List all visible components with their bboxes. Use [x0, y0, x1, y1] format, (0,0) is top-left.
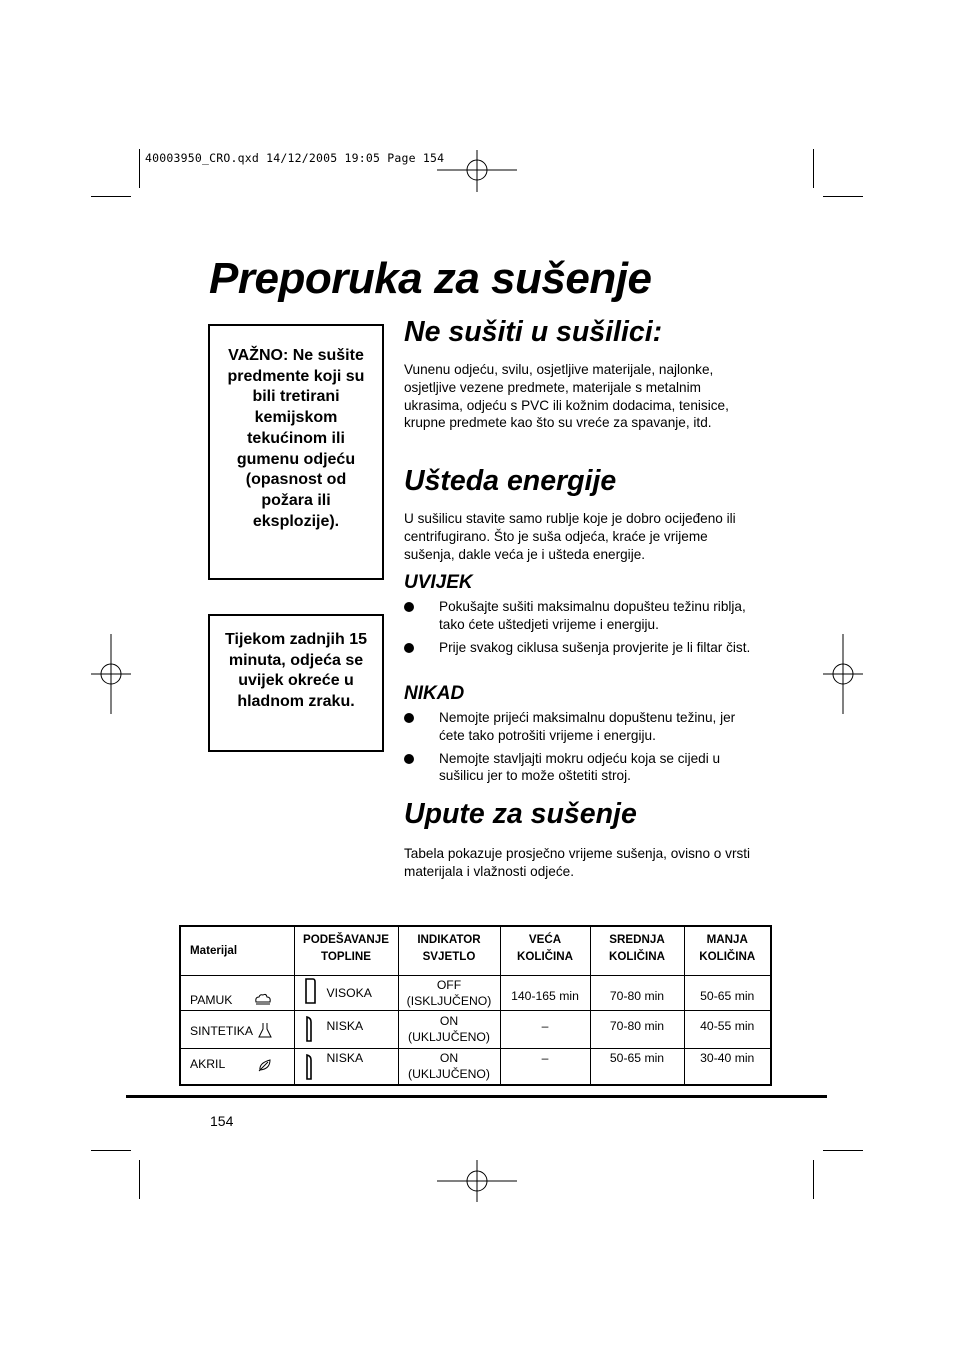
cotton-icon	[254, 993, 272, 1007]
always-list	[404, 598, 754, 661]
subheading-never: NIKAD	[404, 683, 465, 704]
heat-setting: NISKA	[326, 1018, 364, 1033]
indicator-state: ON	[439, 1051, 459, 1065]
bullet-icon	[404, 754, 414, 764]
page-title: Preporuka za sušenje	[209, 254, 652, 303]
material-name: AKRIL	[190, 1056, 226, 1071]
high-heat-icon	[304, 978, 316, 1004]
section-text-no-dry: Vunenu odjeću, svilu, osjetljive materijale, najlonke, osjetljive vezene predmete, materijale s metalnim ukrasima, odjeću s PVC ili kožnim dodacima, tenisice, krupne predmete kao što su vreće za spavanje, itd.	[404, 362, 729, 431]
table-row	[180, 975, 771, 1010]
medium-load-time: 50-65 min	[590, 1048, 684, 1085]
crop-mark	[139, 1160, 140, 1199]
low-heat-icon	[304, 1054, 314, 1080]
list-item: Prije svakog ciklusa sušenja provjerite je li filtar čist.	[404, 639, 754, 657]
heat-setting: VISOKA	[326, 985, 372, 1000]
crop-mark	[91, 1150, 131, 1151]
small-load-time: 30-40 min	[684, 1048, 771, 1085]
registration-mark-icon	[823, 634, 863, 714]
crop-mark	[813, 1160, 814, 1199]
footer-divider	[126, 1095, 827, 1098]
registration-mark-icon	[437, 150, 517, 192]
table-row	[180, 1010, 771, 1048]
section-text-energy: U sušilicu stavite samo rublje koje je dobro ocijeđeno ili centrifugirano. Što je suša odjeća, kraće je vrijeme sušenja, dakle veća je i ušteda energije.	[404, 511, 736, 562]
warning-text: VAŽNO: Ne sušite predmente koji su bili tretirani kemijskom tekućinom ili gumenu odjeću (opasnost od požara ili eksplozije).	[227, 347, 365, 530]
crop-mark	[91, 196, 131, 197]
column-header: PODEŠAVANJE TOPLINE	[294, 926, 398, 975]
bullet-icon	[404, 713, 414, 723]
medium-load-time: 70-80 min	[590, 1010, 684, 1048]
crop-mark	[823, 196, 863, 197]
section-heading-no-dry: Ne sušiti u sušilici:	[404, 316, 663, 348]
bullet-icon	[404, 643, 414, 653]
subheading-always: UVIJEK	[404, 572, 473, 593]
material-name: SINTETIKA	[190, 1023, 253, 1038]
registration-mark-icon	[91, 634, 131, 714]
indicator-state: OFF	[436, 977, 462, 992]
large-load-time: –	[500, 1010, 590, 1048]
list-item: Nemojte stavljajti mokru odjeću koja se cijedi u sušilicu jer to može oštetiti stroj.	[404, 750, 754, 786]
bullet-icon	[404, 602, 414, 612]
info-box	[208, 614, 384, 752]
small-load-time: 50-65 min	[684, 975, 771, 1010]
column-header: VEĆA KOLIČINA	[500, 926, 590, 975]
info-text: Tijekom zadnjih 15 minuta, odjeća se uvijek okreće u hladnom zraku.	[225, 631, 367, 711]
print-header: 40003950_CRO.qxd 14/12/2005 19:05 Page 154	[145, 151, 445, 165]
acrylic-icon	[258, 1058, 272, 1072]
table-header-row	[180, 926, 771, 975]
synthetic-icon	[258, 1022, 272, 1038]
drying-table	[179, 925, 772, 1086]
low-heat-icon	[304, 1016, 314, 1042]
section-text-instructions: Tabela pokazuje prosječno vrijeme sušenja, ovisno o vrsti materijala i vlažnosti odjeće.	[404, 846, 751, 879]
heat-setting: NISKA	[326, 1050, 364, 1065]
medium-load-time: 70-80 min	[590, 975, 684, 1010]
column-header: SREDNJA KOLIČINA	[590, 926, 684, 975]
large-load-time: –	[500, 1048, 590, 1085]
small-load-time: 40-55 min	[684, 1010, 771, 1048]
table-row	[180, 1048, 771, 1085]
material-name: PAMUK	[190, 992, 233, 1007]
section-heading-instructions: Upute za sušenje	[404, 798, 637, 830]
column-header: Materijal	[180, 926, 294, 975]
never-list	[404, 709, 754, 790]
large-load-time: 140-165 min	[500, 975, 590, 1010]
indicator-label: (ISKLJUČENO)	[406, 993, 492, 1008]
page-number: 154	[210, 1113, 234, 1129]
indicator-state: ON	[439, 1014, 459, 1028]
crop-mark	[813, 149, 814, 188]
warning-box	[208, 324, 384, 580]
indicator-label: (UKLJUČENO)	[408, 1030, 490, 1044]
indicator-label: (UKLJUČENO)	[408, 1067, 490, 1081]
crop-mark	[139, 149, 140, 188]
column-header: MANJA KOLIČINA	[684, 926, 771, 975]
list-item: Pokušajte sušiti maksimalnu dopušteu težinu riblja, tako ćete uštedjeti vrijeme i energiju.	[404, 598, 754, 634]
list-item: Nemojte prijeći maksimalnu dopuštenu težinu, jer ćete tako potrošiti vrijeme i energiju.	[404, 709, 754, 745]
crop-mark	[823, 1150, 863, 1151]
registration-mark-icon	[437, 1160, 517, 1202]
column-header: INDIKATOR SVJETLO	[398, 926, 500, 975]
section-heading-energy: Ušteda energije	[404, 465, 617, 497]
